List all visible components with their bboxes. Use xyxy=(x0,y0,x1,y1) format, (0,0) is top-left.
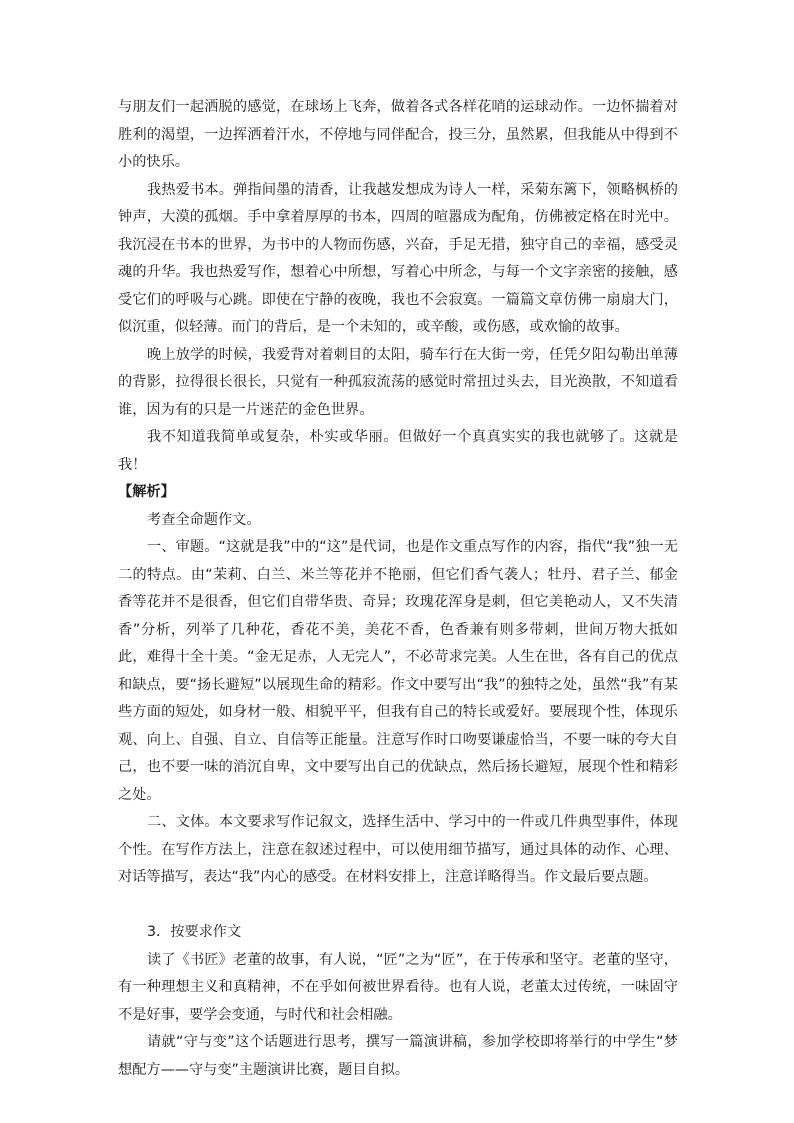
question-title: 3．按要求作文 xyxy=(147,924,242,940)
paragraph: 晚上放学的时候，我爱背对着刺目的太阳，骑车行在大街一旁，任凭夕阳勾勒出单薄的背影，拉得很长很长，只觉有一种孤寂流荡的感觉时常扭过头去，目光涣散，不知道看谁，因为有的只是一片迷茫的金色世界。 xyxy=(118,346,678,418)
section-spacer xyxy=(118,892,678,920)
analysis-section xyxy=(118,507,678,892)
essay-section xyxy=(118,94,678,479)
paragraph: 读了《书匠》老董的故事，有人说，“匠”之为“匠”，在于传承和坚守。老董的坚守，有一种理想主义和真精神，不在乎如何被世界看待。也有人说，老董太过传统，一味固守不是好事，要学会变通，与时代和社会相融。 xyxy=(118,951,678,1023)
paragraph: 与朋友们一起洒脱的感觉，在球场上飞奔，做着各式各样花哨的运球动作。一边怀揣着对胜利的渴望，一边挥洒着汗水，不停地与同伴配合，投三分，虽然累，但我能从中得到不小的快乐。 xyxy=(118,99,678,170)
paragraph: 我不知道我简单或复杂，朴实或华丽。但做好一个真真实实的我也就够了。这就是我！ xyxy=(118,429,678,473)
paragraph: 二、文体。本文要求写作记叙文，选择生活中、学习中的一件或几件典型事件，体现个性。在写作方法上，注意在叙述过程中，可以使用细节描写，通过具体的动作、心理、对话等描写，表达“我”内心的感受。在材料安排上，注意详略得当。作文最后要点题。 xyxy=(118,814,678,885)
paragraph: 我热爱书本。弹指间墨的清香，让我越发想成为诗人一样，采菊东篱下，领略枫桥的钟声，大漠的孤烟。手中拿着厚厚的书本，四周的喧嚣成为配角，仿佛被定格在时光中。我沉浸在书本的世界，为书中的人物而伤感，兴奋，手足无措，独守自己的幸福，感受灵魂的升华。我也热爱写作，想着心中所想，写着心中所念，与每一个文字亲密的接触，感受它们的呼吸与心跳。即使在宁静的夜晚，我也不会寂寞。一篇篇文章仿佛一扇扇大门，似沉重，似轻薄。而门的背后，是一个未知的，或辛酸，或伤感，或欢愉的故事。 xyxy=(118,181,678,335)
paragraph: 请就“守与变”这个话题进行思考，撰写一篇演讲稿，参加学校即将举行的中学生“梦想配方——守与变”主题演讲比赛，题目自拟。 xyxy=(118,1034,678,1078)
paragraph: 考查全命题作文。 xyxy=(147,511,261,528)
document-body xyxy=(118,94,678,1084)
analysis-heading: 【解析】 xyxy=(118,484,175,500)
question-section xyxy=(118,947,678,1085)
paragraph: 一、审题。“这就是我”中的“这”是代词，也是作文重点写作的内容，指代“我”独一无二的特点。由“茉莉、白兰、米兰等花并不艳丽，但它们香气袭人；牡丹、君子兰、郁金香等花并不是很香，但它们自带华贵、奇异；玫瑰花浑身是刺，但它美艳动人，又不失清香”分析，列举了几种花，香花不美，美花不香，色香兼有则多带刺，世间万物大抵如此，难得十全十美。“金无足赤，人无完人”，不必苛求完美。人生在世，各有自己的优点和缺点，要“扬长避短”以展现生命的精彩。作文中要写出“我”的独特之处，虽然“我”有某些方面的短处，如身材一般、相貌平平，但我有自己的特长或爱好。要展现个性，体现乐观、向上、自强、自立、自信等正能量。注意写作时口吻要谦虚恰当，不要一味的夸大自己，也不要一味的消沉自卑，文中要写出自己的优缺点，然后扬长避短，展现个性和精彩之处。 xyxy=(118,539,678,803)
